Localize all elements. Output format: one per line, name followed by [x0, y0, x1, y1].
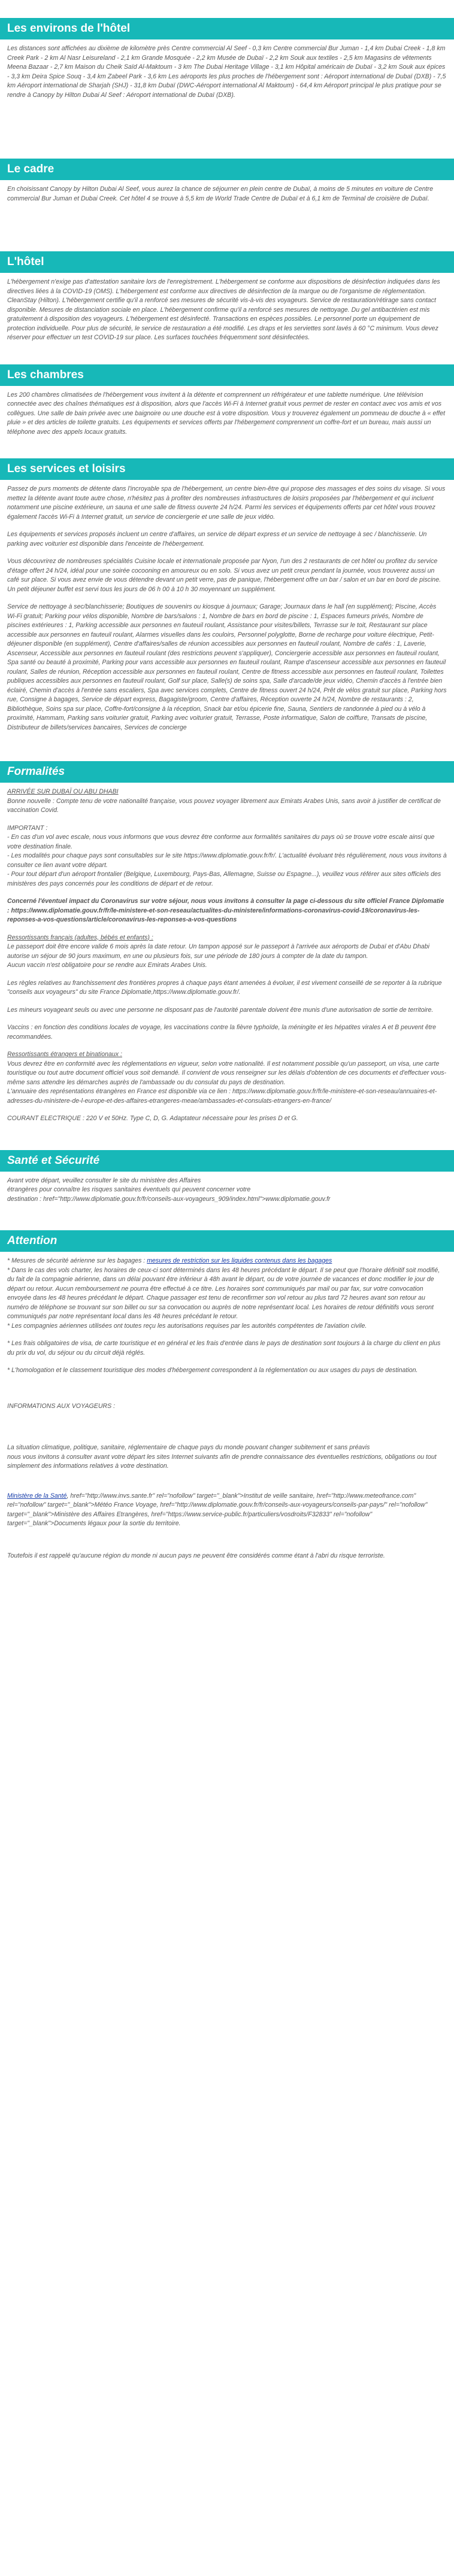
vaccine-text: Vaccins : en fonction des conditions locales de voyage, les vaccinations contre la fièvre typhoïde, la méningite et les hépatites virales A et B peuvent être recommandées.: [7, 1024, 437, 1041]
services-paragraph: Service de nettoyage à sec/blanchisserie; Boutiques de souvenirs ou kiosque à journaux; Garage; Journaux dans le hall (en supplément); Piscine, Accès Wi-Fi gratuit; Parking pour vélos disponible, Nombre de bars/salons : 1, Nombre de bars en bord de piscine : 1, Espaces fumeurs privés, Nombre de piscines extérieures : 1, Parking accessible aux personnes en fauteuil roulant, Assistance pour visites/billets, Terrasse sur le toit, Restaurant sur place accessible aux personnes en fauteuil roulant, Alarmes visuelles dans les couloirs, Personnel polyglotte, Borne de recharge pour voiture électrique, Petit-déjeuner disponible (en supplément), Centre d'affaires/salles de réunion accessibles aux personnes en fauteuil roulant, Nombre de cafés : 1, Laverie, Ascenseur, Accessible aux personnes en fauteuil roulant (des restrictions peuvent s'appliquer), Conciergerie accessible aux personnes en fauteuil roulant, Spa santé ou beauté à proximité, Parking pour vans accessible aux personnes en fauteuil roulant, Rampe d'ascenseur accessible aux personnes en fauteuil roulant, Salles de réunion, Réception accessible aux personnes en fauteuil roulant, Centre de fitness accessible aux personnes en fauteuil roulant, Toilettes publiques accessibles aux personnes en fauteuil roulant, Golf sur place, Salle(s) de soins spa, Salle d'arcade/de jeux vidéo, Chemin d'accès à l'entrée bien éclairé, Chemin d'accès à l'entrée sans escaliers, Spa avec services complets, Centre de fitness ouvert 24 h/24, Prêt de vélos gratuit sur place, Parking hors rue, Consigne à bagages, Service de départ express, Bagagiste/groom, Centre d'affaires, Réception ouverte 24 h/24, Nombre de restaurants : 2, Bibliothèque, Soins spa sur place, Coffre-fort/consigne à la réception, Snack bar et/ou épicerie fine, Sauna, Sentiers de randonnée à pied ou à vélo à proximité, Hammam, Parking sans voiturier gratuit, Parking avec voiturier gratuit, Terrasse, Poste informatique, Salon de coiffure, Transats de piscine, Distributeur de billets/services bancaires, Services de concierge: [7, 603, 447, 731]
sante-text: Avant votre départ, veuillez consulter le site du ministère des Affaires étrangères pour connaître les risques sanitaires éventuels qui peuvent concerner votre destination : href="http://www.diplomatie.gouv.fr/fr/conseils-aux-voyageurs_909/index.html">www.diplomatie.gouv.fr: [7, 1176, 331, 1203]
ministry-text: , href="http://www.invs.sante.fr" rel="nofollow" target="_blank">Institut de veille sanitaire, href="http://www.meteofrance.com" rel="nofollow" target="_blank">Météo France Voyage, href="http://www.diplomatie.gouv.fr/fr/conseils-aux-voyageurs/conseils-par-pays/" rel="nofollow" target="_blank">Ministère des Affaires Etrangères, href="https://www.service-public.fr/particuliers/vosdroits/F32833" rel="nofollow" target="_blank">Documents légaux pour la sortie du territoire.: [7, 1492, 428, 1527]
section-sante: [0, 1172, 454, 1205]
border-text: Les règles relatives au franchissement des frontières propres à chaque pays étant amenées à évoluer, il est vivement conseillé de se reporter à la rubrique "conseils aux voyageurs" du site France Diplomatie,https://www.diplomatie.gouv.fr/.: [7, 979, 442, 996]
bullet-homologation: * L'homologation et le classement touristique des modes d'hébergement correspondent à la réglementation ou aux usages du pays de destination.: [7, 1367, 418, 1374]
important-heading: IMPORTANT :: [7, 824, 48, 832]
section-cadre: [0, 180, 454, 203]
services-paragraph: Vous découvrirez de nombreuses spécialités Cuisine locale et internationale proposée par Nyon, l'un des 2 restaurants de cet hôtel ou profitez du service d'étage offert 24 h/24, idéal pour une soirée cocooning en amoureux ou en solo. Si vous avez un petit creux pendant la journée, vous trouverez aussi un café sur place. Si vous avez envie de vous détendre devant un petit verre, pas de panique, l'hébergement offre un bar / salon et un bar en bord de piscine. Un petit déjeuner buffet est servi tous les jours de 06 h 00 à 10 h 30 moyennant un supplément.: [7, 558, 441, 593]
section-services: [0, 480, 454, 732]
section-title-formalites: Formalités: [0, 761, 454, 783]
services-paragraph: Les équipements et services proposés incluent un centre d'affaires, un service de départ express et un service de nettoyage à sec / blanchisserie. Un parking avec voiturier est disponible dans l'enceinte de l'hébergement.: [7, 531, 427, 548]
section-title-environs: Les environs de l'hôtel: [0, 18, 454, 39]
services-paragraph: Passez de purs moments de détente dans l'incroyable spa de l'hébergement, un centre bien-être qui propose des massages et des soins du visage. Si vous mettez la détente avant toute autre chose, n'hésitez pas à profiter des nombreuses infrastructures de loisirs proposées par l'hébergement et qui incluent notamment une piscine extérieure, un sauna et une salle de fitness ouverte 24 h/24. Parmi les services et équipements offerts par cet hôtel vous trouvez également l'accès Wi-Fi à Internet gratuit, un service de conciergerie et une salle de jeux vidéo.: [7, 485, 446, 521]
cadre-text: En choisissant Canopy by Hilton Dubai Al Seef, vous aurez la chance de séjourner en plein centre de Dubaï, à moins de 5 minutes en voiture de Centre commercial Bur Juman et Dubai Creek. Cet hôtel 4 se trouve à 5,5 km de World Trade Centre de Dubaï et à 6,1 km de Terminal de croisière de Dubaï.: [7, 185, 433, 202]
important-text: - En cas d'un vol avec escale, nous vous informons que vous devrez être conforme aux formalités sanitaires du pays où se trouve votre escale ainsi que votre destination finale. - Les modalités pour chaque pays sont consultables sur le site https://www.diplomatie.gouv.fr/fr/. L'actualité évoluant très régulièrement, nous vous invitons à consulter ce lien avant votre départ. - Pour tout départ d'un aéroport frontalier (Belgique, Luxembourg, Pays-Bas, Allemagne, Suisse ou Espagne...), veuillez vous référer aux sites officiels des ministères des pays concernés pour les conditions de départ et de retour.: [7, 834, 447, 887]
section-attention: [0, 1252, 454, 1561]
arrival-heading: ARRIVÉE SUR DUBAÏ OU ABU DHABI: [7, 788, 119, 795]
section-hotel: [0, 273, 454, 343]
environs-text: Les distances sont affichées au dixième de kilomètre près Centre commercial Al Seef - 0,3 km Centre commercial Bur Juman - 1,4 km Dubai Creek - 1,8 km Creek Park - 2 km Al Nasr Leisureland - 2,1 km Grande Mosquée - 2,2 km Musée de Dubaï - 2,2 km Souk aux textiles - 2,5 km Magasins de vêtements Meena Bazaar - 2,7 km Maison du Cheik Saïd Al-Maktoum - 3 km The Dubai Heritage Village - 3,1 km Hôpital américain de Dubaï - 3,2 km Souk aux épices - 3,3 km Deira Spice Souq - 3,4 km Zabeel Park - 3,6 km Les aéroports les plus proches de l'hébergement sont : Aéroport international de Dubaï (DXB) - 7,5 km Aéroport international de Sharjah (SHJ) - 31,8 km Dubaï (DWC-Aéroport international Al Maktoum) - 64,4 km Aéroport principal le plus pratique pour se rendre à Canopy by Hilton Dubai Al Seef : Aéroport international de Dubaï (DXB).: [7, 45, 446, 99]
bullet-charter: * Dans le cas des vols charter, les horaires de ceux-ci sont déterminés dans les 48 heures précédant le départ. Il se peut que l'horaire définitif soit modifié, du fait de la compagnie aérienne, dans un délai pouvant être inférieur à 48h avant le départ, ou de votre journée de vacances et donc modifier le jour de départ ou retour. Aucun remboursement ne pourra être effectué à ce titre. Les horaires sont communiqués par mail ou par fax, sur votre convocation envoyée dans les 48 heures précédant le départ. Chaque passager est tenu de reconfirmer son vol retour au plus tard 72 heures avant son retour au numéro de téléphone se trouvant sur son billet ou sur sa convocation ou auprès de notre représentant local. Les horaires de retour définitifs vous seront communiqués par notre représentant local dans les 48 heures précédant le retour. * Les compagnies aériennes utilisées ont toutes reçu les autorisations requises par les autorités compétentes de l'aviation civile.: [7, 1266, 440, 1330]
hotel-text: L'hébergement n'exige pas d'attestation sanitaire lors de l'enregistrement. L'hébergement se conforme aux dispositions de désinfection indiquées dans les directives liées à la COVID-19 (OMS). L'hébergement est conforme aux directives de désinfection de la marque ou de l'organisme de réglementation. CleanStay (Hilton). L'hébergement certifie qu'il a renforcé ses mesures de sécurité vis-à-vis des voyageurs. Service de restauration/rétirage sans contact disponible. Mesures de distanciation sociale en place. L'hébergement confirme qu'il a renforcé ses mesures de nettoyage. Du gel antibactérien est mis gratuitement à disposition des voyageurs. L'hébergement est désinfecté. Transactions en espèces possibles. Le personnel porte un équipement de protection individuelle. Pour plus de sécurité, le service de restauration a été modifié. Les draps et les serviettes sont lavés à 60 °C minimum. Vous devez réserver pour effectuer un test COVID-19 sur place. Les surfaces touchées fréquemment sont désinfectées.: [7, 278, 440, 341]
binational-heading: Ressortissants étrangers et binationaux :: [7, 1051, 122, 1058]
bullet-security: * Mesures de sécurité aérienne sur les bagages :: [7, 1257, 147, 1264]
section-title-services: Les services et loisirs: [0, 458, 454, 480]
concerned-text: Concerné l'éventuel impact du Coronavirus sur votre séjour, nous vous invitons à consulter la page ci-dessous du site officiel France Diplomatie : https://www.diplomatie.gouv.fr/fr/le-ministere-et-son-reseau/actualites-du-ministere/informations-coronavirus-covid-19/coronavirus-les-reponses-a-vos-questions/article/coronavirus-les-reponses-a-vos-questions: [7, 898, 444, 923]
binational-text: Vous devrez être en conformité avec les réglementations en vigueur, selon votre nationalité. Il est notamment possible qu'un passeport, un visa, une carte touristique ou tout autre document officiel vous soit demandé. Il convient de vous renseigner sur les délais d'obtention de ces documents et d'effectuer vous-même sans attendre les démarches auprès de l'ambassade ou du consulat du pays de destination. L'annuaire des représentations étrangères en France est disponible via ce lien : https://www.diplomatie.gouv.fr/fr/le-ministere-et-son-reseau/annuaires-et-adresses-du-ministere-de-l-europe-et-des-affaires-etrangeres-meae/ambassades-et-consulats-etrangers-en-france/: [7, 1060, 447, 1105]
adult-text: Le passeport doit être encore valide 6 mois après la date retour. Un tampon apposé sur le passeport à l'arrivée aux aéroports de Dubaï et d'Abu Dhabi autorise un séjour de 90 jours maximum, en une ou plusieurs fois, sur une période de 180 jours à compter de la date du tampon. Aucun vaccin n'est obligatoire pour se rendre aux Emirats Arabes Unis.: [7, 943, 430, 969]
chambres-text: Les 200 chambres climatisées de l'hébergement vous invitent à la détente et comprennent un réfrigérateur et une tablette numérique. Une télévision connectée avec des chaînes thématiques est à disposition, alors que l'accès Wi-Fi à Internet gratuit vous permet de rester en contact avec vos amis et vos collègues. Une salle de bain privée avec une baignoire ou une douche est à votre disposition. Vous y trouverez également un pommeau de douche à « effet pluie » et des articles de toilette gratuits. Les équipements et services offerts par l'hébergement comprennent un coffre-fort et un bureau, mais aussi un téléphone avec des appels locaux gratuits.: [7, 391, 446, 436]
ministry-health-link[interactable]: Ministère de la Santé: [7, 1492, 67, 1500]
info-heading: INFORMATIONS AUX VOYAGEURS :: [7, 1402, 116, 1410]
arrival-text: Bonne nouvelle : Compte tenu de votre nationalité française, vous pouvez voyager librement aux Emirats Arabes Unis, sans avoir à justifier de certificat de vaccination Covid.: [7, 797, 441, 814]
section-title-attention: Attention: [0, 1230, 454, 1252]
liquids-restriction-link[interactable]: mesures de restriction sur les liquides contenus dans les bagages: [147, 1257, 332, 1264]
section-formalites: [0, 783, 454, 1124]
minor-text: Les mineurs voyageant seuls ou avec une personne ne disposant pas de l'autorité parentale doivent être munis d'une autorisation de sortie de territoire.: [7, 1006, 434, 1014]
adult-heading: Ressortissants français (adultes, bébés et enfants) :: [7, 933, 153, 941]
current-text: COURANT ELECTRIQUE : 220 V et 50Hz. Type C, D, G. Adaptateur nécessaire pour les prises D et G.: [7, 1115, 298, 1122]
situation-text: La situation climatique, politique, sanitaire, réglementaire de chaque pays du monde pouvant changer subitement et sans préavis nous vous invitons à consulter avant votre départ les sites Internet suivants afin de prendre connaissance des éventuelles restrictions, obligations ou tout simplement des informations relatives à votre destination.: [7, 1444, 437, 1470]
section-environs: [0, 39, 454, 100]
section-title-hotel: L'hôtel: [0, 251, 454, 273]
final-text: Toutefois il est rappelé qu'aucune région du monde ni aucun pays ne peuvent être considérés comme étant à l'abri du risque terroriste.: [7, 1552, 385, 1559]
section-title-chambres: Les chambres: [0, 364, 454, 386]
section-title-cadre: Le cadre: [0, 159, 454, 180]
bullet-visa: * Les frais obligatoires de visa, de carte touristique et en général et les frais d'entrée dans le pays de destination sont toujours à la charge du client en plus du prix du vol, du séjour ou du circuit déjà réglés.: [7, 1340, 441, 1357]
section-title-sante: Santé et Sécurité: [0, 1150, 454, 1172]
section-chambres: [0, 386, 454, 437]
